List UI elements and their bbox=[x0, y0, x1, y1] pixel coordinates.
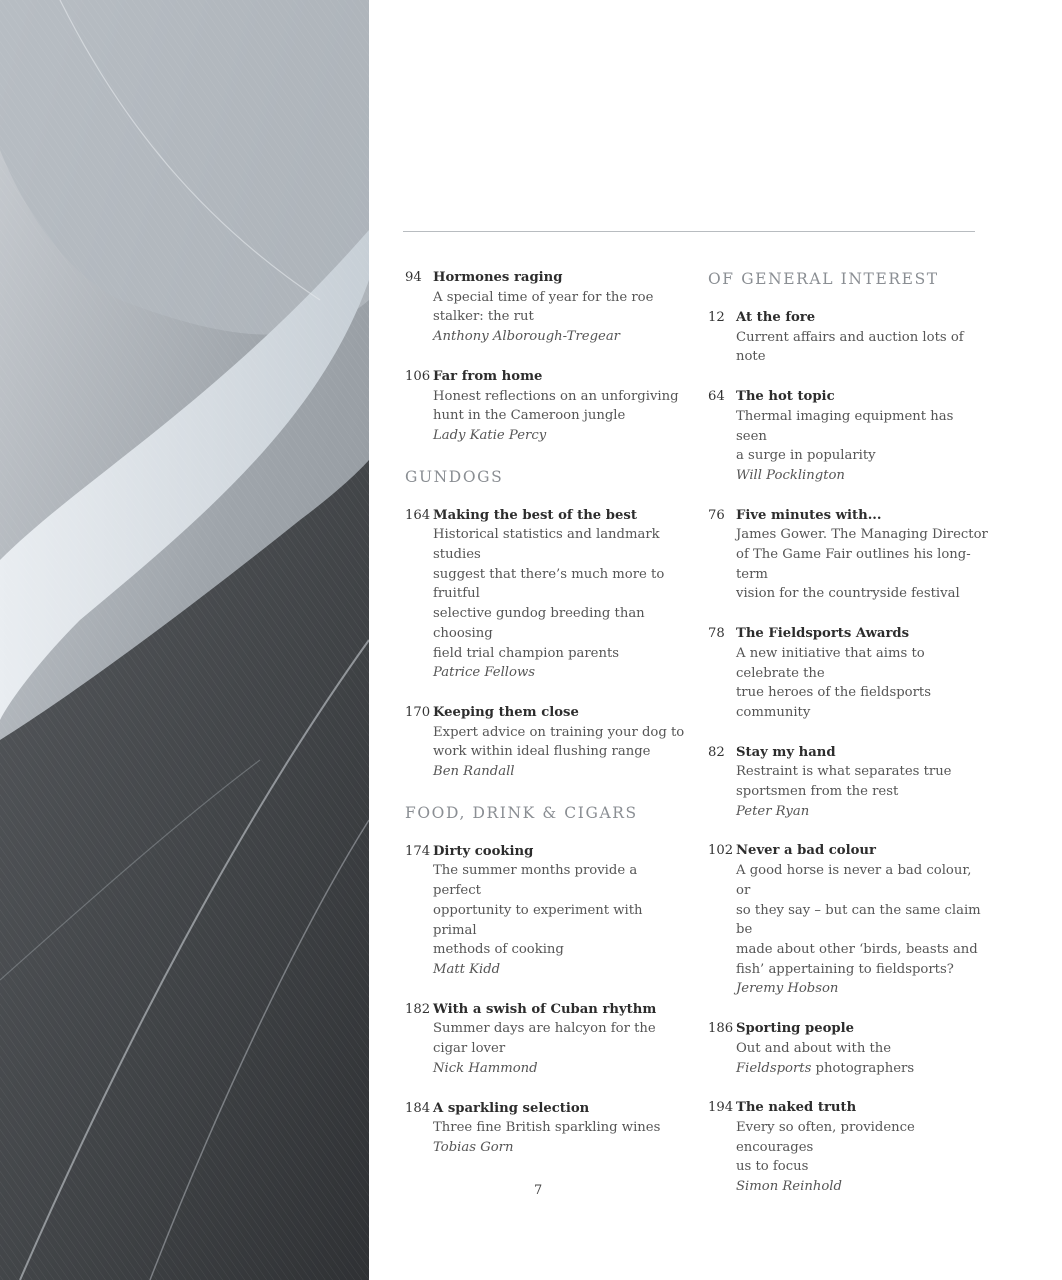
entry-desc-line: work within ideal flushing range bbox=[433, 744, 651, 760]
toc-entry[interactable] bbox=[405, 1099, 685, 1158]
entry-desc-line: Expert advice on training your dog to bbox=[433, 724, 685, 740]
entry-author: Simon Reinhold bbox=[736, 1179, 842, 1195]
entry-desc-line: Out and about with the bbox=[736, 1040, 892, 1056]
page-ref: 64 bbox=[708, 389, 725, 405]
entry-desc-line bbox=[736, 1059, 988, 1079]
page-ref: 164 bbox=[405, 507, 431, 523]
toc-entry[interactable] bbox=[708, 624, 988, 723]
entry-desc-line: A new initiative that aims to celebrate the bbox=[736, 645, 925, 681]
toc-entry[interactable] bbox=[405, 506, 685, 683]
page-ref: 174 bbox=[405, 843, 431, 859]
contents-right-column bbox=[708, 268, 988, 1217]
feather-illustration bbox=[0, 0, 369, 1280]
entry-desc-line: a surge in popularity bbox=[736, 448, 876, 464]
contents-left-column bbox=[405, 268, 685, 1178]
entry-author: Anthony Alborough-Tregear bbox=[433, 329, 620, 345]
entry-desc-line: A good horse is never a bad colour, or bbox=[736, 863, 972, 898]
entry-author: Peter Ryan bbox=[736, 803, 810, 819]
entry-author: Tobias Gorn bbox=[433, 1139, 514, 1155]
entry-desc-line: Honest reflections on an unforgiving bbox=[433, 388, 679, 404]
entry-desc-line: opportunity to experiment with primal bbox=[433, 902, 643, 938]
page-ref: 170 bbox=[405, 704, 431, 720]
entry-desc-line: cigar lover bbox=[433, 1041, 506, 1057]
section-heading-food: FOOD, DRINK & CIGARS bbox=[405, 803, 638, 822]
page-ref: 94 bbox=[405, 270, 422, 285]
entry-desc-line: Thermal imaging equipment has seen bbox=[736, 408, 954, 444]
entry-title: At the fore bbox=[736, 310, 816, 325]
toc-entry[interactable] bbox=[405, 1000, 685, 1079]
entry-title: Far from home bbox=[433, 368, 543, 384]
entry-desc-line: us to focus bbox=[736, 1159, 809, 1175]
entry-desc-line: sportsmen from the rest bbox=[736, 784, 899, 800]
entry-desc-line: so they say – but can the same claim be bbox=[736, 902, 981, 938]
entry-title: Dirty cooking bbox=[433, 843, 534, 859]
entry-desc-line: Summer days are halcyon for the bbox=[433, 1021, 656, 1037]
page-ref: 184 bbox=[405, 1100, 431, 1116]
entry-title: Hormones raging bbox=[433, 270, 563, 285]
entry-title: Sporting people bbox=[736, 1021, 855, 1037]
entry-desc-line: Historical statistics and landmark studies bbox=[433, 527, 660, 563]
page-ref: 106 bbox=[405, 368, 431, 384]
entry-desc-line: James Gower. The Managing Director bbox=[736, 527, 988, 543]
entry-desc-line: Restraint is what separates true bbox=[736, 764, 952, 780]
feather-photo bbox=[0, 0, 369, 1280]
entry-author: Ben Randall bbox=[433, 764, 515, 780]
toc-entry[interactable] bbox=[405, 367, 685, 446]
page-ref: 102 bbox=[708, 843, 734, 859]
section-heading-general-interest: OF GENERAL INTEREST bbox=[708, 270, 939, 288]
toc-entry[interactable] bbox=[708, 841, 988, 999]
page-ref: 186 bbox=[708, 1021, 734, 1037]
desc-tail: photographers bbox=[811, 1060, 915, 1076]
entry-title: Making the best of the best bbox=[433, 507, 637, 523]
entry-desc-line: Current affairs and auction lots of note bbox=[736, 329, 964, 365]
entry-author: Jeremy Hobson bbox=[736, 981, 839, 997]
page-number: 7 bbox=[534, 1183, 543, 1198]
entry-title: Five minutes with... bbox=[736, 507, 882, 523]
toc-entry[interactable] bbox=[708, 1098, 988, 1197]
entry-title: Stay my hand bbox=[736, 744, 836, 760]
entry-desc-line: made about other ‘birds, beasts and bbox=[736, 941, 978, 957]
entry-desc-line: hunt in the Cameroon jungle bbox=[433, 408, 626, 424]
entry-title: The naked truth bbox=[736, 1100, 857, 1116]
entry-desc-line: vision for the countryside festival bbox=[736, 586, 960, 602]
entry-desc-line: Every so often, providence encourages bbox=[736, 1119, 915, 1155]
entry-desc-line: methods of cooking bbox=[433, 942, 564, 958]
toc-entry[interactable] bbox=[708, 1019, 988, 1078]
page-ref: 82 bbox=[708, 744, 725, 760]
entry-desc-line: field trial champion parents bbox=[433, 645, 620, 661]
page-ref: 12 bbox=[708, 310, 725, 325]
entry-desc-line: of The Game Fair outlines his long-term bbox=[736, 547, 971, 582]
entry-title: A sparkling selection bbox=[433, 1100, 590, 1116]
entry-author: Will Pocklington bbox=[736, 467, 845, 483]
section-heading-gundogs: GUNDOGS bbox=[405, 467, 504, 486]
entry-desc-line: Three fine British sparkling wines bbox=[433, 1120, 661, 1136]
page-ref: 76 bbox=[708, 507, 725, 523]
page-ref: 194 bbox=[708, 1100, 734, 1116]
entry-author: Nick Hammond bbox=[433, 1060, 538, 1076]
toc-entry[interactable] bbox=[708, 387, 988, 486]
toc-entry[interactable] bbox=[708, 506, 988, 605]
entry-title: Never a bad colour bbox=[736, 843, 876, 859]
entry-desc-line: The summer months provide a perfect bbox=[433, 863, 638, 899]
entry-author: Lady Katie Percy bbox=[433, 427, 547, 443]
entry-desc-line: A special time of year for the roe bbox=[433, 289, 654, 305]
entry-title: The hot topic bbox=[736, 389, 835, 405]
toc-entry[interactable] bbox=[405, 842, 685, 980]
entry-desc-line: true heroes of the fieldsports community bbox=[736, 685, 931, 720]
toc-entry[interactable] bbox=[405, 268, 685, 347]
entry-author: Matt Kidd bbox=[433, 961, 501, 977]
toc-entry[interactable] bbox=[708, 743, 988, 822]
toc-entry[interactable] bbox=[405, 703, 685, 782]
entry-desc-line: stalker: the rut bbox=[433, 309, 534, 325]
entry-desc-line: selective gundog breeding than choosing bbox=[433, 606, 645, 641]
entry-title: Keeping them close bbox=[433, 704, 579, 720]
toc-entry[interactable] bbox=[708, 308, 988, 367]
page-ref: 78 bbox=[708, 626, 725, 642]
entry-desc-line: suggest that there’s much more to fruitful bbox=[433, 566, 665, 602]
header-rule bbox=[403, 231, 975, 232]
entry-desc-line: fish’ appertaining to fieldsports? bbox=[736, 961, 954, 977]
entry-author: Patrice Fellows bbox=[433, 665, 536, 681]
entry-title: The Fieldsports Awards bbox=[736, 626, 910, 642]
entry-title: With a swish of Cuban rhythm bbox=[433, 1001, 657, 1017]
page-ref: 182 bbox=[405, 1001, 431, 1017]
magazine-name: Fieldsports bbox=[736, 1060, 812, 1076]
